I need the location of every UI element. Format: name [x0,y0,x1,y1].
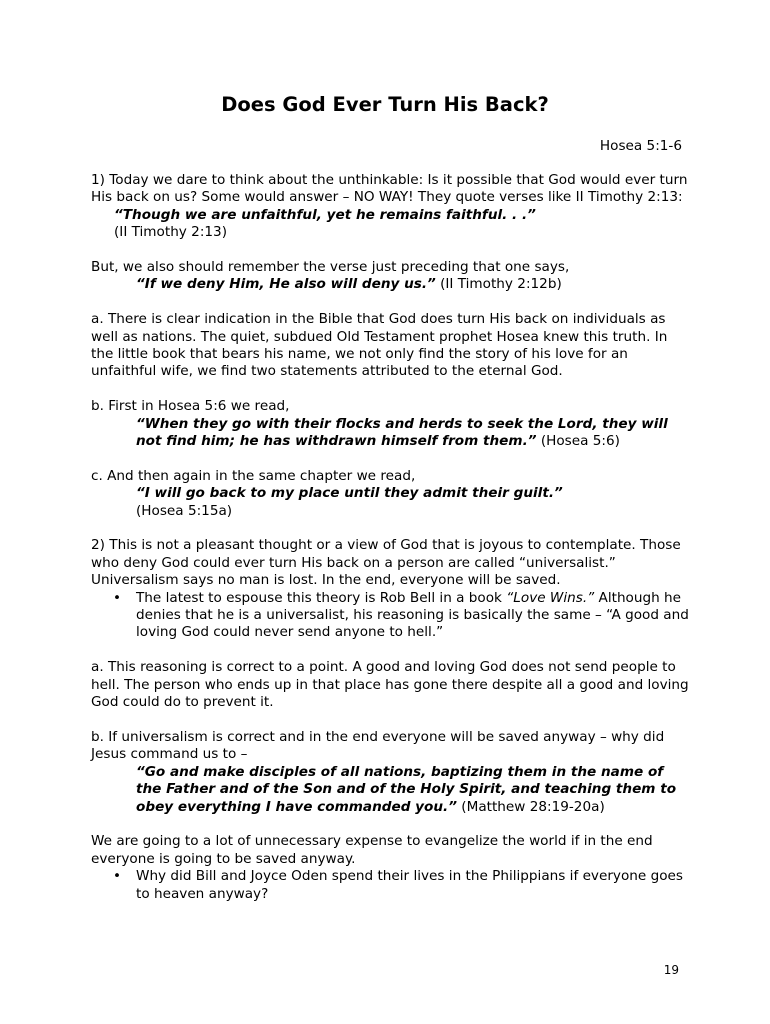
quote-line [91,764,691,816]
bible-quote: “I will go back to my place until they admit their guilt.” [136,485,563,502]
page-title: Does God Ever Turn His Back? [221,93,549,116]
quote-line [91,276,691,293]
list-item [91,868,691,903]
bullet-icon: • [113,589,122,606]
bullet-list [91,590,691,642]
paragraph-6 [91,537,691,641]
quote-citation: (II Timothy 2:13) [114,224,228,241]
bible-quote: “If we deny Him, He also will deny us.” [136,276,436,293]
list-item-text: Although he denies that he is a universalist, his reasoning is basically the same – “A good and loving God could never send anyone to hell.” [136,589,689,641]
paragraph-1 [91,172,691,242]
quote-citation: (Hosea 5:6) [536,433,620,450]
paragraph-text: b. First in Hosea 5:6 we read, [91,398,290,415]
paragraph-4 [91,398,691,450]
paragraph-text: b. If universalism is correct and in the end everyone will be saved anyway – why did Jesus command us to – [91,728,665,763]
paragraph-8 [91,729,691,816]
quote-line [91,416,691,451]
list-item-text: The latest to espouse this theory is Rob Bell in a book [136,589,507,606]
book-title: “Love Wins.” [506,589,595,606]
quote-line [91,485,691,502]
quote-citation: (Hosea 5:15a) [136,502,233,519]
list-item-text: Why did Bill and Joyce Oden spend their lives in the Philippians if everyone goes to heaven anyway? [136,868,683,902]
bible-quote: “Go and make disciples of all nations, baptizing them in the name of the Father and of the Son and of the Holy Spirit, and teaching them to obey everything I have commanded you.” [136,763,677,815]
scripture-reference: Hosea 5:1-6 [599,138,682,154]
paragraph-5 [91,468,691,520]
quote-citation: (II Timothy 2:12b) [435,276,562,293]
page-number: 19 [663,963,679,977]
quote-line [91,207,691,224]
paragraph-text: 2) This is not a pleasant thought or a view of God that is joyous to contemplate. Those who deny God could ever turn His back on a person are called “universalist.” Universalism says no man is lost. In the end, everyone will be saved. [91,537,681,589]
document-body [91,172,691,903]
bible-quote: “Though we are unfaithful, yet he remains faithful. . .” [114,206,536,223]
paragraph-text: But, we also should remember the verse just preceding that one says, [91,259,570,276]
paragraph-text: c. And then again in the same chapter we read, [91,467,416,484]
paragraph-9 [91,833,691,903]
list-item [91,590,691,642]
paragraph-text: We are going to a lot of unnecessary expense to evangelize the world if in the end everyone is going to be saved anyway. [91,833,653,867]
paragraph-2 [91,259,691,294]
bullet-list [91,868,691,903]
bible-quote: “When they go with their flocks and herds to seek the Lord, they will not find him; he has withdrawn himself from them.” [136,415,668,450]
paragraph-3: a. There is clear indication in the Bible that God does turn His back on individuals as well as nations. The quiet, subdued Old Testament prophet Hosea knew this truth. In the little book that bears his name, we not only find the story of his love for an unfaithful wife, we find two statements attributed to the eternal God. [91,311,668,380]
quote-citation: (Matthew 28:19-20a) [456,798,605,815]
paragraph-text: 1) Today we dare to think about the unthinkable: Is it possible that God would ever turn His back on us? Some would answer – NO WAY! They quote verses like II Timothy 2:13: [91,172,688,206]
paragraph-7: a. This reasoning is correct to a point. A good and loving God does not send people to hell. The person who ends up in that place has gone there despite all a good and loving God could do to prevent it. [91,659,689,711]
bullet-icon: • [113,868,122,885]
